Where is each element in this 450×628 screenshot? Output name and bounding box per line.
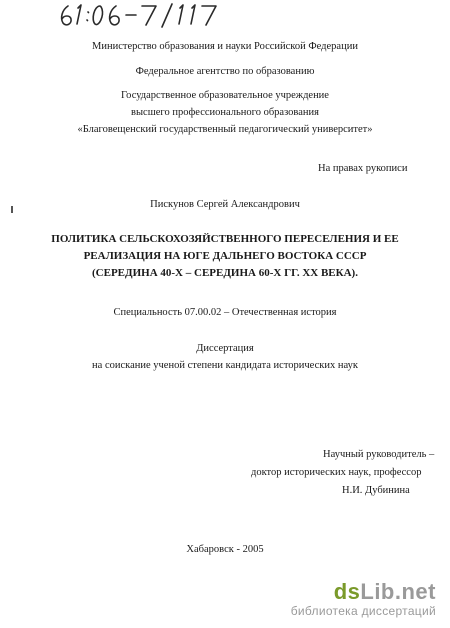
agency-name: Федеральное агентство по образованию bbox=[135, 66, 315, 77]
institution-line-2: высшего профессионального образования bbox=[131, 107, 319, 118]
dissertation-title-line-2: РЕАЛИЗАЦИЯ НА ЮГЕ ДАЛЬНЕГО ВОСТОКА СССР bbox=[83, 250, 367, 262]
work-type-label: Диссертация bbox=[196, 343, 254, 354]
work-type-purpose: на соискание ученой степени кандидата исторических наук bbox=[92, 360, 358, 371]
institution-line-1: Государственное образовательное учреждение bbox=[121, 90, 329, 101]
watermark-subtitle: библиотека диссертаций bbox=[290, 604, 436, 618]
handwritten-archive-code bbox=[58, 2, 238, 28]
dissertation-title-line-3: (СЕРЕДИНА 40-Х – СЕРЕДИНА 60-Х ГГ. ХХ ВЕКА). bbox=[92, 267, 358, 279]
dissertation-title-line-1: ПОЛИТИКА СЕЛЬСКОХОЗЯЙСТВЕННОГО ПЕРЕСЕЛЕНИЯ И ЕЕ bbox=[51, 233, 399, 245]
author-name: Пискунов Сергей Александрович bbox=[150, 199, 300, 210]
manuscript-note: На правах рукописи bbox=[318, 163, 408, 174]
dslib-watermark bbox=[291, 580, 436, 618]
ministry-name: Министерство образования и науки Российской Федерации bbox=[92, 41, 358, 52]
logo-part-lib: Lib bbox=[360, 579, 395, 604]
handwritten-code-drawing bbox=[58, 2, 238, 28]
specialty: Специальность 07.00.02 – Отечественная история bbox=[113, 307, 337, 318]
supervisor-degree: доктор исторических наук, профессор bbox=[251, 467, 422, 478]
logo-part-ds: ds bbox=[333, 579, 361, 604]
institution-line-3: «Благовещенский государственный педагогический университет» bbox=[77, 124, 373, 135]
logo-part-net: .net bbox=[394, 579, 436, 604]
supervisor-label: Научный руководитель – bbox=[323, 449, 435, 460]
dslib-logo bbox=[291, 580, 436, 604]
place-and-year: Хабаровск - 2005 bbox=[186, 544, 264, 555]
supervisor-name: Н.И. Дубинина bbox=[342, 485, 410, 496]
